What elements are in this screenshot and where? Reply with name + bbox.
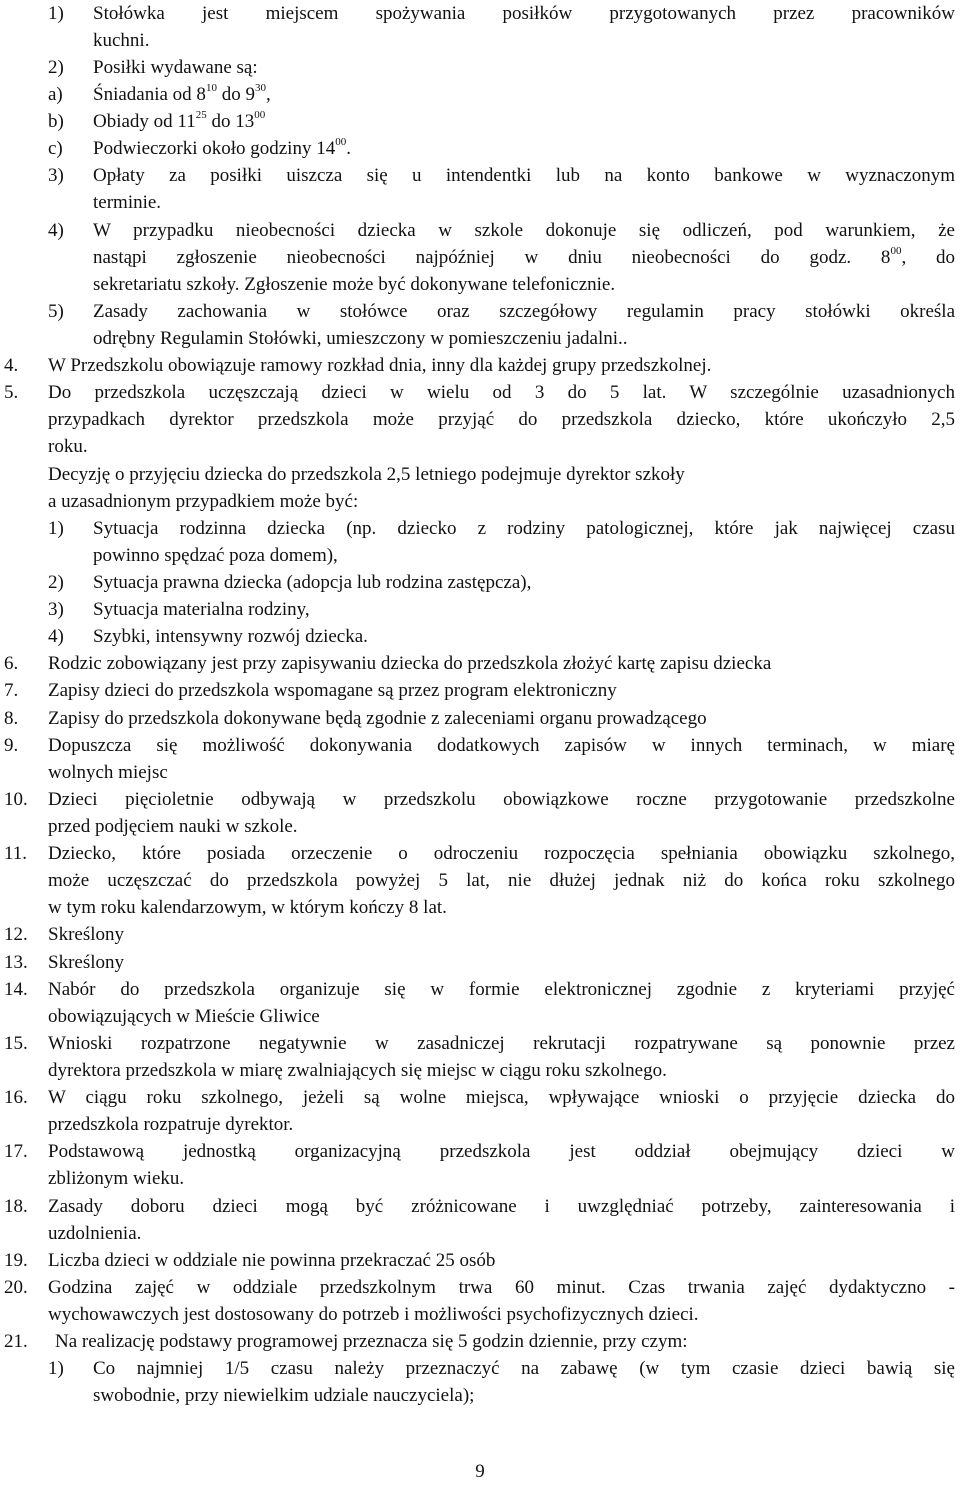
list-number: 10. — [4, 789, 28, 810]
list-number: 2) — [48, 57, 64, 78]
line-text: Decyzję o przyjęciu dziecka do przedszkola 2,5 letniego podejmuje dyrektor szkoły — [48, 464, 685, 485]
line — [0, 162, 960, 189]
line — [0, 840, 960, 867]
list-number: 3) — [48, 165, 64, 186]
line-text: dyrektora przedszkola w miarę zwalniających się miejsc w ciągu roku szkolnego. — [48, 1060, 667, 1081]
line — [0, 1220, 960, 1247]
list-number: 3) — [48, 599, 64, 620]
line-text: kuchni. — [93, 30, 150, 51]
list-number: 19. — [4, 1250, 28, 1271]
line-text: Obiady od $11^{25}$ do $13^{00}$ — [93, 108, 266, 132]
list-number: 12. — [4, 924, 28, 945]
line — [0, 1003, 960, 1030]
line — [0, 949, 960, 976]
line — [0, 433, 960, 460]
list-number: 11. — [4, 843, 28, 864]
line-text: Wnioski rozpatrzone negatywnie w zasadniczej rekrutacji rozpatrywane są ponownie przez — [48, 1033, 955, 1054]
list-number: 16. — [4, 1087, 28, 1108]
list-number: 1) — [48, 518, 64, 539]
line-text: sekretariatu szkoły. Zgłoszenie może być dokonywane telefonicznie. — [93, 274, 616, 295]
list-number: 4) — [48, 220, 64, 241]
line-text: W przypadku nieobecności dziecka w szkole dokonuje się odliczeń, pod warunkiem, że — [93, 220, 955, 241]
line — [0, 705, 960, 732]
line-text: Sytuacja materialna rodziny, — [93, 599, 310, 620]
list-number: c) — [48, 138, 63, 159]
page-number: 9 — [475, 1461, 485, 1482]
line — [0, 1138, 960, 1165]
list-number: 4) — [48, 626, 64, 647]
line-text: Zapisy do przedszkola dokonywane będą zgodnie z zaleceniami organu prowadzącego — [48, 708, 707, 729]
line-text: Dzieci pięcioletnie odbywają w przedszkolu obowiązkowe roczne przygotowanie przedszkolne — [48, 789, 955, 810]
line-text: Zasady zachowania w stołówce oraz szczegółowy regulamin pracy stołówki określa — [93, 301, 955, 322]
list-number: 1) — [48, 1358, 64, 1379]
line — [0, 81, 960, 108]
line — [0, 379, 960, 406]
line — [0, 596, 960, 623]
line — [0, 54, 960, 81]
list-number: 15. — [4, 1033, 28, 1054]
line-text: powinno spędzać poza domem), — [93, 545, 338, 566]
line — [0, 352, 960, 379]
line-text: Skreślony — [48, 952, 124, 973]
line — [0, 650, 960, 677]
superscript: 00 — [254, 108, 266, 121]
list-number: 14. — [4, 979, 28, 1000]
list-number: 5) — [48, 301, 64, 322]
line — [0, 786, 960, 813]
list-number: 20. — [4, 1277, 28, 1298]
line-text: Dziecko, które posiada orzeczenie o odroczeniu rozpoczęcia spełniania obowiązku szkolnego, — [48, 843, 955, 864]
line — [0, 813, 960, 840]
list-number: a) — [48, 84, 63, 105]
line-text: terminie. — [93, 192, 162, 213]
line — [0, 732, 960, 759]
line-text: Podwieczorki około godziny $14^{00}$. — [93, 135, 351, 159]
line-text: Opłaty za posiłki uiszcza się u intendentki lub na konto bankowe w wyznaczonym — [93, 165, 955, 186]
list-number: 9. — [4, 735, 19, 756]
line — [0, 677, 960, 704]
line — [0, 298, 960, 325]
superscript: 25 — [195, 108, 207, 121]
line — [0, 0, 960, 27]
line-text: nastąpi zgłoszenie nieobecności najpóźniej w dniu nieobecności do godz. $8^{00}$, do — [93, 244, 955, 268]
line-text: W ciągu roku szkolnego, jeżeli są wolne miejsca, wpływające wnioski o przyjęcie dziecka do — [48, 1087, 955, 1108]
line-text: Na realizację podstawy programowej przeznacza się 5 godzin dziennie, przy czym: — [55, 1331, 688, 1352]
line-text: obowiązujących w Mieście Gliwice — [48, 1006, 320, 1027]
line — [0, 135, 960, 162]
line-text: wolnych miejsc — [48, 762, 168, 783]
line — [0, 108, 960, 135]
superscript: 30 — [254, 81, 266, 94]
line — [0, 1328, 960, 1355]
line — [0, 325, 960, 352]
line — [0, 406, 960, 433]
line-text: zbliżonym wieku. — [48, 1168, 185, 1189]
line — [0, 1057, 960, 1084]
list-number: 8. — [4, 708, 19, 729]
line — [0, 1030, 960, 1057]
line — [0, 1274, 960, 1301]
list-number: 6. — [4, 653, 19, 674]
line — [0, 867, 960, 894]
line-text: Rodzic zobowiązany jest przy zapisywaniu dziecka do przedszkola złożyć kartę zapisu dziecka — [48, 653, 772, 674]
line-text: Skreślony — [48, 924, 124, 945]
line-text: Nabór do przedszkola organizuje się w formie elektronicznej zgodnie z kryteriami przyjęć — [48, 979, 955, 1000]
line — [0, 921, 960, 948]
line-text: Dopuszcza się możliwość dokonywania dodatkowych zapisów w innych terminach, w miarę — [48, 735, 955, 756]
line — [0, 1165, 960, 1192]
line-text: uzdolnienia. — [48, 1223, 142, 1244]
line-text: przed podjęciem nauki w szkole. — [48, 816, 298, 837]
list-number: 21. — [4, 1331, 28, 1352]
line-text: swobodnie, przy niewielkim udziale nauczyciela); — [93, 1385, 475, 1406]
line — [0, 217, 960, 244]
line-text: Podstawową jednostką organizacyjną przedszkola jest oddział obejmujący dzieci w — [48, 1141, 955, 1162]
line-text: Zasady doboru dzieci mogą być zróżnicowane i uwzględniać potrzeby, zainteresowania i — [48, 1196, 955, 1217]
line — [0, 1111, 960, 1138]
superscript: 00 — [335, 135, 347, 148]
line — [0, 569, 960, 596]
line-text: Śniadania od $8^{10}$ do $9^{30}$, — [93, 81, 271, 105]
line-text: odrębny Regulamin Stołówki, umieszczony w pomieszczeniu jadalni.. — [93, 328, 628, 349]
list-number: 7. — [4, 680, 19, 701]
line-text: Liczba dzieci w oddziale nie powinna przekraczać 25 osób — [48, 1250, 496, 1271]
line — [0, 976, 960, 1003]
line — [0, 1301, 960, 1328]
list-number: 17. — [4, 1141, 28, 1162]
line-text: Posiłki wydawane są: — [93, 57, 258, 78]
line-text: Stołówka jest miejscem spożywania posiłków przygotowanych przez pracowników — [93, 3, 955, 24]
line-text: w tym roku kalendarzowym, w którym kończy 8 lat. — [48, 897, 447, 918]
line — [0, 759, 960, 786]
line — [0, 461, 960, 488]
line-text: Co najmniej 1/5 czasu należy przeznaczyć na zabawę (w tym czasie dzieci bawią się — [93, 1358, 955, 1379]
line-text: Do przedszkola uczęszczają dzieci w wielu od 3 do 5 lat. W szczególnie uzasadnionych — [48, 382, 955, 403]
line — [0, 515, 960, 542]
line-text: Godzina zajęć w oddziale przedszkolnym trwa 60 minut. Czas trwania zajęć dydaktyczno - — [48, 1277, 955, 1298]
line-text: W Przedszkolu obowiązuje ramowy rozkład dnia, inny dla każdej grupy przedszkolnej. — [48, 355, 712, 376]
line-text: Zapisy dzieci do przedszkola wspomagane są przez program elektroniczny — [48, 680, 617, 701]
line — [0, 1084, 960, 1111]
list-number: b) — [48, 111, 64, 132]
line-text: przedszkola rozpatruje dyrektor. — [48, 1114, 294, 1135]
line — [0, 1355, 960, 1382]
line — [0, 1247, 960, 1274]
superscript: 00 — [890, 244, 902, 257]
line — [0, 244, 960, 271]
line-text: Sytuacja prawna dziecka (adopcja lub rodzina zastępcza), — [93, 572, 532, 593]
line — [0, 488, 960, 515]
line-text: przypadkach dyrektor przedszkola może przyjąć do przedszkola dziecko, które ukończyło 2,5 — [48, 409, 955, 430]
line — [0, 27, 960, 54]
line — [0, 542, 960, 569]
line — [0, 623, 960, 650]
list-number: 13. — [4, 952, 28, 973]
list-number: 4. — [4, 355, 19, 376]
list-number: 2) — [48, 572, 64, 593]
line — [0, 271, 960, 298]
line-text: a uzasadnionym przypadkiem może być: — [48, 491, 359, 512]
superscript: 10 — [205, 81, 217, 94]
line-text: Sytuacja rodzinna dziecka (np. dziecko z rodziny patologicznej, które jak najwięcej czasu — [93, 518, 955, 539]
line-text: wychowawczych jest dostosowany do potrzeb i możliwości psychofizycznych dzieci. — [48, 1304, 699, 1325]
line-text: Szybki, intensywny rozwój dziecka. — [93, 626, 368, 647]
list-number: 5. — [4, 382, 19, 403]
line — [0, 189, 960, 216]
list-number: 18. — [4, 1196, 28, 1217]
line — [0, 894, 960, 921]
list-number: 1) — [48, 3, 64, 24]
line-text: roku. — [48, 436, 88, 457]
line — [0, 1193, 960, 1220]
line — [0, 1382, 960, 1409]
line-text: może uczęszczać do przedszkola powyżej 5 lat, nie dłużej jednak niż do końca roku szkolnego — [48, 870, 955, 891]
